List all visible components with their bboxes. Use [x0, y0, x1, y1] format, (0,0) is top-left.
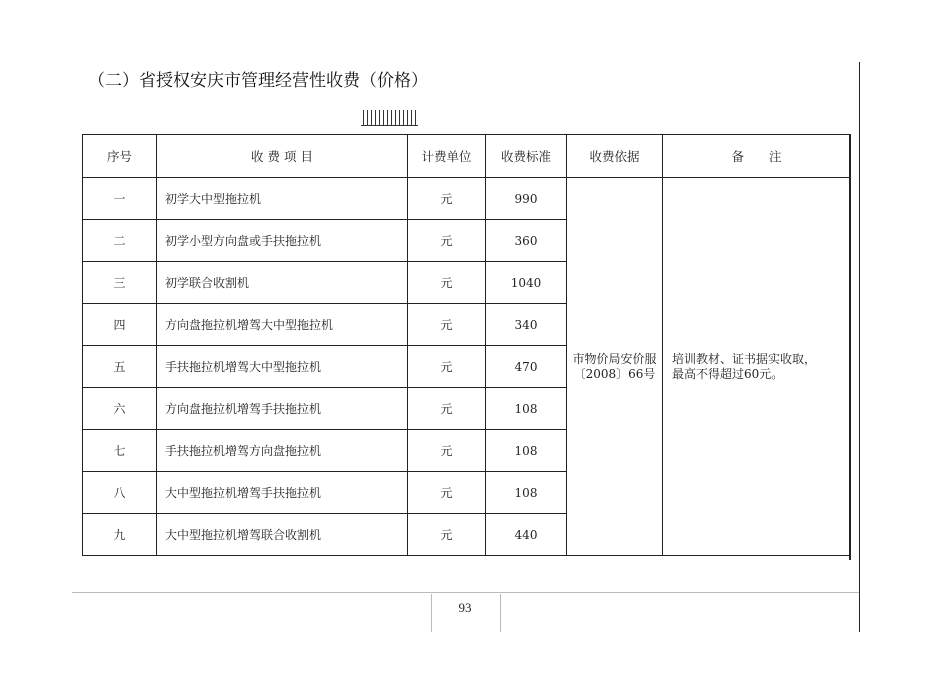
row-item: 手扶拖拉机增驾方向盘拖拉机: [157, 430, 408, 472]
row-standard: 360: [486, 220, 567, 262]
row-item: 方向盘拖拉机增驾手扶拖拉机: [157, 388, 408, 430]
header-remarks: 备 注: [663, 135, 851, 178]
fee-basis-line1: 市物价局安价服: [572, 351, 657, 366]
row-unit: 元: [408, 220, 486, 262]
row-item: 大中型拖拉机增驾手扶拖拉机: [157, 472, 408, 514]
row-standard: 1040: [486, 262, 567, 304]
row-unit: 元: [408, 304, 486, 346]
row-item: 手扶拖拉机增驾大中型拖拉机: [157, 346, 408, 388]
row-standard: 470: [486, 346, 567, 388]
row-no: 五: [83, 346, 157, 388]
row-no: 八: [83, 472, 157, 514]
table-right-border: [849, 134, 851, 560]
row-unit: 元: [408, 262, 486, 304]
row-unit: 元: [408, 514, 486, 556]
row-no: 七: [83, 430, 157, 472]
row-standard: 108: [486, 472, 567, 514]
row-standard: 108: [486, 388, 567, 430]
fee-table: [82, 134, 851, 556]
row-standard: 990: [486, 178, 567, 220]
row-standard: 340: [486, 304, 567, 346]
table-row: [83, 178, 851, 220]
row-item: 初学联合收割机: [157, 262, 408, 304]
remarks-cell: [663, 178, 851, 556]
header-item: 收 费 项 目: [157, 135, 408, 178]
remarks-line2: 最高不得超过60元。: [672, 366, 784, 381]
section-title: （二）省授权安庆市管理经营性收费（价格）: [88, 71, 428, 91]
row-no: 九: [83, 514, 157, 556]
row-unit: 元: [408, 346, 486, 388]
row-no: 一: [83, 178, 157, 220]
footer-rule: [72, 592, 859, 593]
row-unit: 元: [408, 472, 486, 514]
page-number: 93: [458, 600, 472, 615]
row-no: 四: [83, 304, 157, 346]
page-right-rule: [859, 62, 860, 632]
row-item: 初学小型方向盘或手扶拖拉机: [157, 220, 408, 262]
header-standard: 收费标准: [486, 135, 567, 178]
header-no: 序号: [83, 135, 157, 178]
remarks-line1: 培训教材、证书据实收取，: [672, 351, 817, 366]
header-unit: 计费单位: [408, 135, 486, 178]
row-no: 二: [83, 220, 157, 262]
row-standard: 440: [486, 514, 567, 556]
row-item: 初学大中型拖拉机: [157, 178, 408, 220]
row-unit: 元: [408, 178, 486, 220]
row-no: 六: [83, 388, 157, 430]
row-standard: 108: [486, 430, 567, 472]
fee-basis-cell: [567, 178, 663, 556]
table-header-row: [83, 135, 851, 178]
row-unit: 元: [408, 430, 486, 472]
row-unit: 元: [408, 388, 486, 430]
row-item: 大中型拖拉机增驾联合收割机: [157, 514, 408, 556]
fee-basis-line2: 〔2008〕66号: [573, 366, 656, 381]
garbled-text-mark: [361, 110, 418, 126]
row-no: 三: [83, 262, 157, 304]
header-basis: 收费依据: [567, 135, 663, 178]
row-item: 方向盘拖拉机增驾大中型拖拉机: [157, 304, 408, 346]
